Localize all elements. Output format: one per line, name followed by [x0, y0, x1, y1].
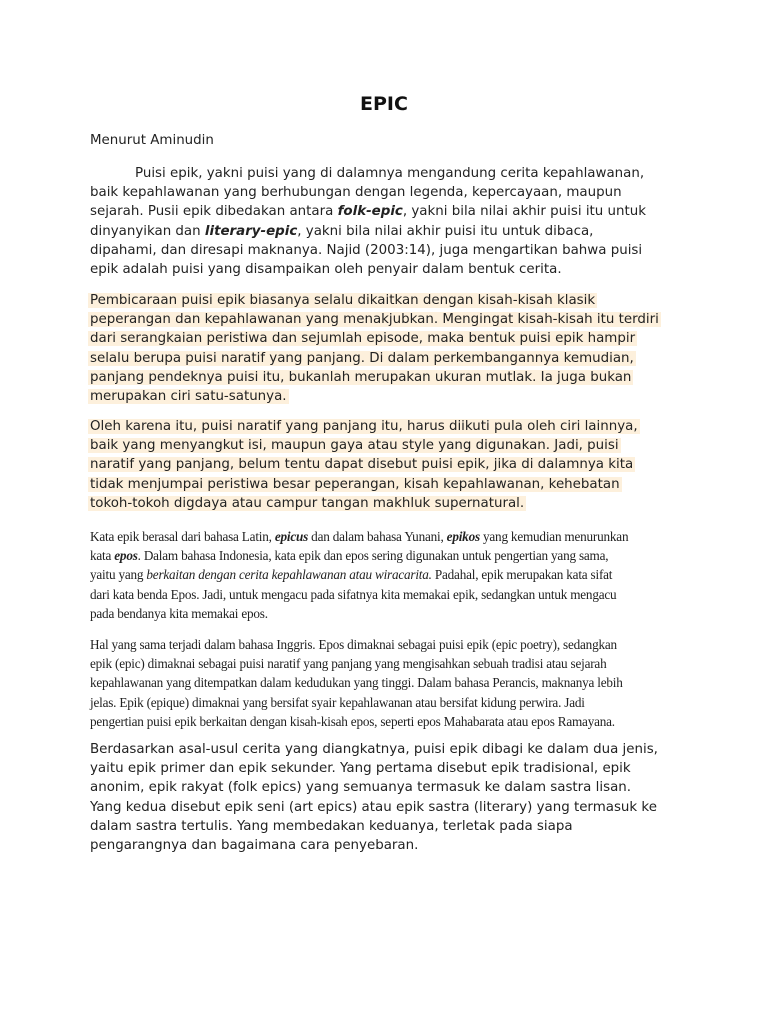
paragraph-5 [90, 635, 690, 731]
paragraph-line: Hal yang sama terjadi dalam bahasa Inggris. Epos dimaknai sebagai puisi epik (epic poetry), sedangkan [90, 637, 617, 652]
term-epikos: epikos [446, 529, 480, 544]
paragraph-line: pada bendanya kita memakai epos. [90, 605, 268, 621]
paragraph-1 [90, 164, 690, 279]
paragraph-line: dari serangkaian peristiwa dan sejumlah episode, maka bentuk puisi epik hampir [90, 331, 636, 347]
paragraph-line: pengertian puisi epik berkaitan dengan kisah-kisah epos, seperti epos Mahabarata atau epos Ramayana. [90, 713, 615, 729]
paragraph-line: baik kepahlawanan yang berhubungan dengan legenda, kepercayaan, maupun [90, 185, 622, 201]
term-epos: epos [114, 548, 138, 564]
paragraph-3-highlighted [90, 417, 690, 513]
term-epicus: epicus [274, 529, 309, 544]
paragraph-line: epik adalah puisi yang disampaikan oleh penyair dalam bentuk cerita. [90, 261, 562, 277]
paragraph-line: dinyanyikan dan literary-epic, yakni bila nilai akhir puisi itu untuk dibaca, [90, 223, 594, 239]
paragraph-line: anonim, epik rakyat (folk epics) yang semuanya termasuk ke dalam sastra lisan. [90, 780, 632, 796]
paragraph-2-highlighted [90, 291, 690, 406]
paragraph-line: selalu berupa puisi naratif yang panjang. Di dalam perkembangannya kemudian, [90, 350, 634, 366]
paragraph-line: Berdasarkan asal-usul cerita yang diangkatnya, puisi epik dibagi ke dalam dua jenis, [90, 742, 658, 757]
paragraph-line: yaitu yang berkaitan dengan cerita kepahlawanan atau wiracarita. Padahal, epik merupakan kata sifat [90, 567, 613, 583]
paragraph-6 [90, 740, 690, 855]
paragraph-line: dalam sastra tertulis. Yang membedakan keduanya, terletak pada siapa [90, 818, 573, 834]
paragraph-line: Yang kedua disebut epik seni (art epics) atau epik sastra (literary) yang termasuk ke [90, 799, 657, 815]
paragraph-line: Oleh karena itu, puisi naratif yang panjang itu, harus diikuti pula oleh ciri lainnya, [90, 419, 638, 434]
paragraph-line: Kata epik berasal dari bahasa Latin, epicus dan dalam bahasa Yunani, epikos yang kemudian menurunkan [90, 529, 629, 544]
paragraph-line: peperangan dan kepahlawanan yang menakjubkan. Mengingat kisah-kisah itu terdiri [90, 312, 659, 328]
italic-phrase: berkaitan dengan cerita kepahlawanan atau wiracarita. [146, 567, 432, 583]
paragraph-line: kata epos. Dalam bahasa Indonesia, kata epik dan epos sering digunakan untuk pengertian yang sama, [90, 548, 609, 564]
paragraph-line: naratif yang panjang, belum tentu dapat disebut puisi epik, jika di dalamnya kita [90, 457, 634, 473]
page-title: EPIC [360, 93, 408, 115]
paragraph-line: Pembicaraan puisi epik biasanya selalu dikaitkan dengan kisah-kisah klasik [90, 293, 596, 308]
paragraph-line: tidak menjumpai peristiwa besar peperangan, kisah kepahlawanan, kehebatan [90, 476, 620, 492]
paragraph-line: baik yang menyangkut isi, maupun gaya atau style yang digunakan. Jadi, puisi [90, 438, 619, 454]
source-text: Menurut Aminudin [90, 133, 214, 148]
paragraph-4 [90, 527, 690, 623]
paragraph-line: kepahlawanan yang ditempatkan dalam kedudukan yang tinggi. Dalam bahasa Perancis, maknanya lebih [90, 675, 623, 691]
paragraph-line: Puisi epik, yakni puisi yang di dalamnya mengandung cerita kepahlawanan, [135, 166, 645, 181]
term-folk-epic: folk-epic [337, 204, 403, 220]
paragraph-line: epik (epic) dimaknai sebagai puisi naratif yang panjang yang mengisahkan sebuah tradisi atau sejarah [90, 656, 607, 672]
paragraph-line: yaitu epik primer dan epik sekunder. Yang pertama disebut epik tradisional, epik [90, 761, 631, 777]
paragraph-line: merupakan ciri satu-satunya. [90, 388, 287, 404]
source-line [90, 131, 690, 150]
paragraph-line: tokoh-tokoh digdaya atau campur tangan makhluk supernatural. [90, 495, 525, 511]
paragraph-line: panjang pendeknya puisi itu, bukanlah merupakan ukuran mutlak. Ia juga bukan [90, 369, 632, 385]
paragraph-line: dari kata benda Epos. Jadi, untuk mengacu pada sifatnya kita memakai epik, sedangkan untuk mengacu [90, 586, 617, 602]
paragraph-line: dipahami, dan diresapi maknanya. Najid (2003:14), juga mengartikan bahwa puisi [90, 242, 643, 258]
paragraph-line: pengarangnya dan bagaimana cara penyebaran. [90, 837, 419, 853]
paragraph-line: sejarah. Pusii epik dibedakan antara folk-epic, yakni bila nilai akhir puisi itu untuk [90, 204, 647, 220]
paragraph-line: jelas. Epik (epique) dimaknai yang bersifat syair kepahlawanan atau bersifat kidung perwira. Jadi [90, 694, 585, 710]
term-literary-epic: literary-epic [204, 223, 298, 239]
